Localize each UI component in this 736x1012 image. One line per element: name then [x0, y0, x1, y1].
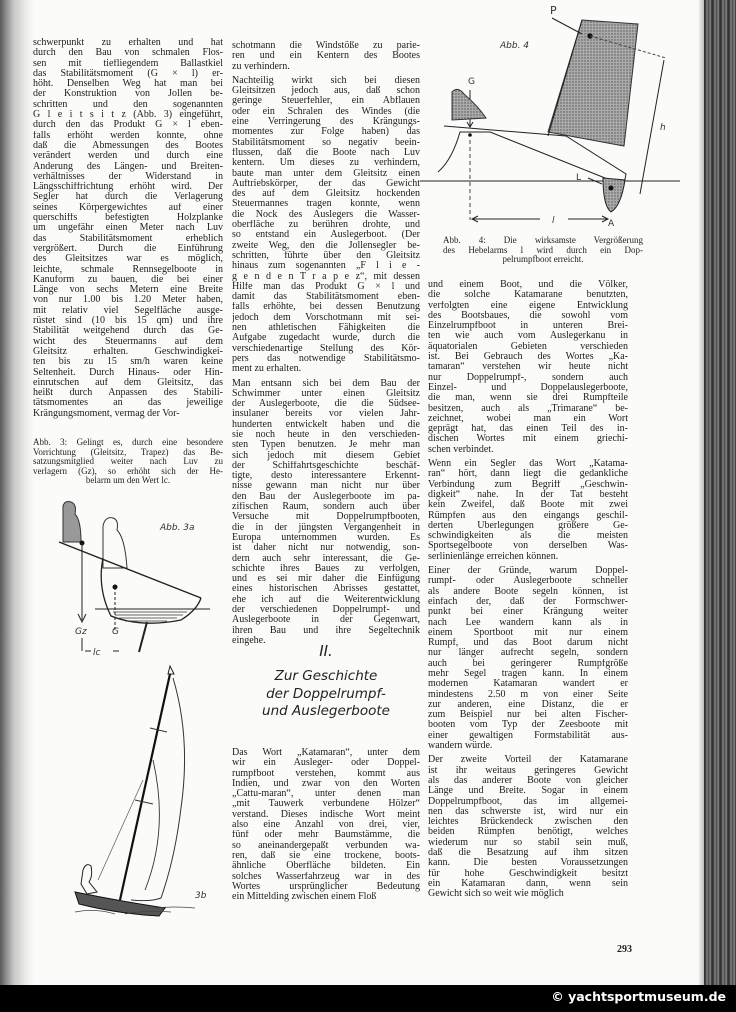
- text-line: dischen Wortes mit einem griechi-: [428, 434, 628, 445]
- text-line: damit das Stabilitätsmoment eben-: [232, 292, 420, 303]
- paragraph: [428, 755, 628, 899]
- text-line: nur länger aufrecht segeln, sondern: [428, 648, 628, 659]
- text-line: Längsschiffrichtung erhöht wird. Der: [33, 182, 223, 193]
- text-line: insulaner bereits vor vielen Jahr-: [232, 409, 420, 420]
- text-line: tätsmomentes an das jeweilige: [33, 398, 223, 409]
- text-line: Stabilität weitgehend durch das Ge-: [33, 326, 223, 337]
- text-line: wicht des Steuermanns auf dem: [33, 336, 223, 347]
- paragraph: [232, 41, 420, 72]
- paragraph: [232, 76, 420, 375]
- figure-3b-sailboat-drawing: [55, 660, 215, 920]
- text-line: nisse gewann man nicht nur über: [232, 481, 420, 492]
- figure-4-label: Abb. 4: [500, 41, 530, 51]
- text-line: fünf oder mehr Baumstämme, die: [232, 830, 420, 841]
- text-line: auch bei geringerer Rumpfgröße: [428, 658, 628, 669]
- text-line: g e n d e n T r a p e z“, mit dessen: [232, 271, 420, 282]
- text-line: Steuermannes tragen konnte, wenn: [232, 199, 420, 210]
- text-line: Gleitsitzen jedoch aus, daß schon: [232, 86, 420, 97]
- figure-4-diagram: [440, 0, 700, 230]
- text-line: ist daher nicht nur notwendig, son-: [232, 543, 420, 554]
- text-line: leichte, schmale Rennsegelboote in: [33, 264, 223, 275]
- text-column-2: [232, 41, 420, 650]
- text-line: verändert werden und durch eine: [33, 151, 223, 162]
- text-line: modernen Katamaran wandert er: [428, 679, 628, 690]
- text-line: ist ihr weitaus geringeres Gewicht: [428, 765, 628, 776]
- text-line: beiden Rümpfen benötigt, welches: [428, 827, 628, 838]
- text-line: solches Wasserfahrzeug war in des: [232, 871, 420, 882]
- label-h: h: [660, 123, 666, 133]
- label-gz: Gz: [75, 627, 87, 637]
- text-line: ein Mittelding zwischen einem Floß: [232, 892, 377, 903]
- text-line: eingehe.: [232, 635, 266, 646]
- text-line: Länge von sechs Metern eine Breite: [33, 285, 223, 296]
- text-line: querschiffs befestigten Holzplanke: [33, 213, 223, 224]
- label-g: G: [468, 77, 475, 87]
- section-title-line-3: und Auslegerboote: [262, 703, 390, 719]
- text-line: der verschiedenen Doppelrumpf- und: [232, 605, 420, 616]
- text-line: Länge und Breite. Sogar in einem: [428, 786, 628, 797]
- figure-3b-label: 3b: [195, 891, 207, 901]
- text-line: Auftriebskörper, der das Gewicht: [232, 178, 420, 189]
- text-line: kann. Die besten Voraussetzungen: [428, 858, 628, 869]
- text-line: durch den das Produkt G × l eben-: [33, 120, 223, 131]
- text-line: wandern würde.: [428, 741, 493, 752]
- text-line: Versuche mit Doppelrumpfbooten,: [232, 512, 420, 523]
- text-line: ren, daß sie eine trockene, boots-: [232, 850, 420, 861]
- text-line: nach Lee wandern kann als in: [428, 617, 628, 628]
- label-lc: lc: [93, 648, 101, 658]
- text-line: ten bis zu 15 sm/h waren keine: [33, 357, 223, 368]
- text-line: sich jedoch mit diesem Gebiet: [232, 450, 420, 461]
- text-line: äquatorialen Gebieten verschieden: [428, 341, 628, 352]
- text-line: der Konstruktion von Jollen be-: [33, 89, 223, 100]
- label-l: l: [552, 216, 555, 226]
- text-line: kein Zweifel, daß Boote mit zwei: [428, 500, 628, 511]
- watermark-bar: [0, 985, 736, 1012]
- text-line: vergrößert. Durch die Einführung: [33, 243, 223, 254]
- text-line: sie noch heute in den verschieden-: [232, 429, 420, 440]
- text-line: Stabilitätsmoment so negativ beein-: [232, 137, 420, 148]
- paragraph: [428, 566, 628, 751]
- label-a: A: [608, 219, 615, 229]
- text-line: besitzen, auch als „Trimarane“ be-: [428, 403, 628, 414]
- leeward-hull: [603, 178, 625, 212]
- text-line: und einem Boot, und die Völker,: [428, 280, 628, 290]
- crew-figure-shaded: [63, 502, 81, 543]
- text-column-1: [33, 38, 223, 423]
- text-line: ein Katamaran dann, wenn sein: [428, 878, 628, 889]
- paragraph: [33, 38, 223, 419]
- text-line: einer gewaltigen Formstabilität aus-: [428, 730, 628, 741]
- caption-line: Abb. 4: Die wirksamste Vergrößerung: [443, 236, 643, 245]
- text-line: „mit Tauwerk verbundene Hölzer“: [232, 799, 420, 810]
- text-line: Auslegerboote in der Gegenwart,: [232, 615, 420, 626]
- text-line: ähnliche Oberfläche bildeten. Ein: [232, 861, 420, 872]
- text-line: Wortes ursprünglicher Bedeutung: [232, 881, 420, 892]
- text-line: Aufgabe zugedacht wurde, durch die: [232, 333, 420, 344]
- text-line: höht. Denselben Weg hat man bei: [33, 79, 223, 90]
- text-line: nur Doppelrumpf-, sondern auch: [428, 372, 628, 383]
- text-line: der Schiffahrtsgeschichte beschäf-: [232, 460, 420, 471]
- text-line: derten Überlegungen größere Ge-: [428, 520, 628, 531]
- text-line: Einer der Gründe, warum Doppel-: [428, 566, 628, 577]
- text-line: des auf dem Gleitsitz hockenden: [232, 189, 420, 200]
- text-column-3: [428, 280, 628, 904]
- text-line: Verbindung zum Begriff „Geschwin-: [428, 479, 628, 490]
- text-line: Sportsegelboote von derselben Was-: [428, 541, 628, 552]
- text-line: hinaus zum sogenannten „F l i e -: [232, 261, 420, 272]
- text-line: Nachteilig wirkt sich bei diesen: [232, 75, 420, 86]
- text-line: leichtes Brückendeck zwischen den: [428, 817, 628, 828]
- text-line: verhältnisses der Widerstand in: [33, 171, 223, 182]
- text-line: zu verhindern.: [232, 61, 290, 72]
- text-line: dern auch sehr interessant, die Ge-: [232, 553, 420, 564]
- text-line: tigte, desto interessantere Erkennt-: [232, 471, 420, 482]
- text-line: des Gleitsitzes war es möglich,: [33, 254, 223, 265]
- text-column-2-continued: [232, 748, 420, 906]
- text-line: Der zweite Vorteil der Katamarane: [428, 755, 628, 766]
- text-line: einrutschen auf dem Gleitsitz, das: [33, 377, 223, 388]
- text-line: pers das notwendige Stabilitätsmo-: [232, 353, 420, 364]
- text-line: zur anderen, eine Distanz, die er: [428, 699, 628, 710]
- text-line: des Bootsbaues, die sowohl vom: [428, 310, 628, 321]
- text-line: einfach der, daß der Formschwer-: [428, 596, 628, 607]
- text-line: mit relativ viel Segelfläche ausge-: [33, 305, 223, 316]
- caption-line: Abb. 3: Gelingt es, durch eine besondere: [33, 438, 223, 447]
- text-line: heißt durch Anpassen des Stabili-: [33, 388, 223, 399]
- text-line: nen athletischen Fähigkeiten die: [232, 323, 420, 334]
- text-line: G l e i t s i t z (Abb. 3) eingeführt,: [33, 110, 223, 121]
- text-line: Schwimmer unter einen Gleitsitz: [232, 388, 420, 399]
- label-upper-l: L: [576, 173, 582, 183]
- text-line: durch den Bau von schmalen Flos-: [33, 48, 223, 59]
- text-line: schen verbindet.: [428, 444, 494, 455]
- text-line: die solche Katamarane benutzten,: [428, 290, 628, 301]
- section-title-line-2: der Doppelrumpf-: [266, 685, 386, 702]
- text-line: wiederum nur so stabil sein muß,: [428, 837, 628, 848]
- text-line: eine Verringerung des Krängungs-: [232, 117, 420, 128]
- caption-line: verlagern (Gz), so erhöht sich der He-: [33, 466, 223, 476]
- text-line: die Nock des Auslegers die Wasser-: [232, 209, 420, 220]
- text-line: einem Sportboot mit nur einem: [428, 627, 628, 638]
- text-line: Krängungsmoment, vermag der Vor-: [33, 408, 180, 419]
- text-line: Änderung des Längen- und Breiten-: [33, 161, 223, 172]
- text-line: ihren Bau und ihre Segeltechnik: [232, 625, 420, 636]
- section-number: II.: [319, 642, 333, 660]
- mast: [120, 674, 170, 900]
- text-line: sten Typen benutzen. Je mehr man: [232, 440, 420, 451]
- text-line: zifischen Raum, sondern auch über: [232, 502, 420, 513]
- section-heading: [232, 642, 420, 721]
- text-line: falls erhöhte, bei dessen Benutzung: [232, 302, 420, 313]
- text-line: also eine Anzahl von drei, vier,: [232, 820, 420, 831]
- label-p: P: [550, 4, 557, 17]
- text-line: verfolgten eine eigene Entwicklung: [428, 300, 628, 311]
- text-line: booten vom Typ der Zeesboote mit: [428, 720, 628, 731]
- text-line: jedoch dem Vorschotmann mit sei-: [232, 312, 420, 323]
- paragraph: [428, 459, 628, 562]
- text-line: nen das schwerste ist, wird nur ein: [428, 806, 628, 817]
- text-line: rüstet sind (10 bis 15 qm) und ihre: [33, 316, 223, 327]
- text-line: Rumpf, und das Boot darum nicht: [428, 638, 628, 649]
- text-line: serlinienlänge erreichen können.: [428, 551, 559, 562]
- page-gutter-shadow: [0, 0, 34, 985]
- watermark-text: © yachtsportmuseum.de: [551, 989, 726, 1004]
- figure-3a-label: Abb. 3a: [160, 523, 195, 533]
- text-line: schritten, führte über den Gleitsitz: [232, 250, 420, 261]
- text-line: ment zu erhalten.: [232, 364, 302, 375]
- text-line: tamaran“ verstehen wir heute nicht: [428, 362, 628, 373]
- text-line: die in der jüngsten Vergangenheit in: [232, 522, 420, 533]
- figure-3a-diagram: [55, 500, 215, 660]
- text-line: daß die Besatzung auf ihm sitzen: [428, 848, 628, 859]
- figure-3-caption: [33, 438, 223, 486]
- text-line: flussen, daß die Boote nach Luv: [232, 147, 420, 158]
- text-line: oder ein Schralen des Windes (die: [232, 106, 420, 117]
- text-line: das Stabilitätsmoment erheblich: [33, 233, 223, 244]
- paragraph: [428, 280, 628, 455]
- text-line: zeichnet, wobei man ein Wort: [428, 413, 628, 424]
- text-line: als andere Boote segeln können, ist: [428, 586, 628, 597]
- text-line: zum Beispiel nur bei alten Fischer-: [428, 710, 628, 721]
- text-line: Europa unternommen wurden. Es: [232, 532, 420, 543]
- text-line: verschiedenartige Stellung des Kör-: [232, 343, 420, 354]
- label-g: G: [112, 627, 119, 637]
- text-line: von nur 1.00 bis 1.20 Meter haben,: [33, 295, 223, 306]
- text-line: schotmann die Windstöße zu parie-: [232, 41, 420, 51]
- text-line: verstand. Dieses indische Wort meint: [232, 809, 420, 820]
- book-page-edges: [704, 0, 736, 985]
- text-line: ren und ein Kentern des Bootes: [232, 51, 420, 62]
- text-line: geprägt hat, das einen Teil des in-: [428, 424, 628, 435]
- caption-line: Vorrichtung (Gleitsitz, Trapez) das Be-: [33, 447, 223, 457]
- text-line: punkt bei einer Krängung weiter: [428, 607, 628, 618]
- text-line: rumpfboot verstehen, kommt aus: [232, 768, 420, 779]
- text-line: Man entsann sich bei dem Bau der: [232, 378, 420, 389]
- text-line: momentes zur Folge haben) das: [232, 127, 420, 138]
- text-line: schichte ihres Baues zu verfolgen,: [232, 563, 420, 574]
- paragraph: [232, 379, 420, 647]
- text-line: Seltenheit. Durch Hinaus- oder Hin-: [33, 367, 223, 378]
- text-line: sen mit tiefliegendem Ballastkiel: [33, 58, 223, 69]
- crew-figure: [452, 89, 486, 120]
- text-line: als das anderer Boote von gleicher: [428, 775, 628, 786]
- text-line: ehe ich auf die Weiterentwicklung: [232, 594, 420, 605]
- text-line: so entstand ein Auslegerboot. (Der: [232, 230, 420, 241]
- text-line: seines Körpergewichtes auf einer: [33, 202, 223, 213]
- text-line: digkeit“ nahe. In der Tat besteht: [428, 489, 628, 500]
- text-line: „Cattu-maran“, unter denen man: [232, 789, 420, 800]
- text-line: Einzel- und Doppelauslegerboote,: [428, 382, 628, 393]
- text-line: Segler hat durch die Verlagerung: [33, 192, 223, 203]
- text-line: hunderten entwickelt haben und die: [232, 419, 420, 430]
- text-line: das Stabilitätsmoment (G × l) er-: [33, 68, 223, 79]
- text-line: wir ein Ausleger- oder Doppel-: [232, 758, 420, 769]
- text-line: rumpf- oder Auslegerboote schneller: [428, 576, 628, 587]
- figure-4-caption: [443, 236, 643, 265]
- text-line: Einzelrumpfboot in unteren Brei-: [428, 321, 628, 332]
- text-line: schwindigkeiten als die meisten: [428, 531, 628, 542]
- text-line: mindestens 2.50 m von einer Seite: [428, 689, 628, 700]
- text-line: der Auslegerboote, die die Südsee-: [232, 399, 420, 410]
- text-line: den Bau der Auslegerboote im pa-: [232, 491, 420, 502]
- page-number: 293: [617, 944, 632, 955]
- text-line: und es sei mir daher die Einfügung: [232, 574, 420, 585]
- text-line: zweite Weg, den die Jollensegler be-: [232, 240, 420, 251]
- caption-line: pelrumpfboot erreicht.: [502, 255, 584, 265]
- text-line: so aneinandergepaßt verbunden wa-: [232, 840, 420, 851]
- text-line: um ungefähr einen Meter nach Luv: [33, 223, 223, 234]
- text-line: ran“ hört, dann liegt die gedankliche: [428, 469, 628, 480]
- text-line: kentern. Um dieses zu verhindern,: [232, 158, 420, 169]
- text-line: Hilfe man das Produkt G × l und: [232, 281, 420, 292]
- text-line: ten wie auch vom Auslegerkanu in: [428, 331, 628, 342]
- caption-line: des Hebelarms l wird durch ein Dop-: [443, 245, 643, 255]
- section-title-line-1: Zur Geschichte: [274, 668, 378, 684]
- sail-shaded: [548, 20, 638, 146]
- text-line: Gewicht sich so weit wie möglich: [428, 889, 564, 900]
- text-line: Wenn ein Segler das Wort „Katama-: [428, 459, 628, 470]
- text-line: die man, wenn sie drei Rumpfteile: [428, 393, 628, 404]
- caption-line: belarm um den Wert lc.: [85, 476, 171, 486]
- text-line: baute man unter dem Gleitsitz einen: [232, 168, 420, 179]
- text-line: Rümpfen aus den eingangs geschil-: [428, 510, 628, 521]
- text-line: ist. Bei Gebrauch des Wortes „Ka-: [428, 352, 628, 363]
- text-line: Kanuform zu bauen, die bei einer: [33, 274, 223, 285]
- text-line: geringe Steuerfehler, ein Abflauen: [232, 96, 420, 107]
- text-line: für hohe Geschwindigkeit besitzt: [428, 868, 628, 879]
- text-line: Das Wort „Katamaran“, unter dem: [232, 748, 420, 758]
- paragraph: [232, 748, 420, 902]
- text-line: daß die Abmessungen des Bootes: [33, 140, 223, 151]
- text-line: Doppelrumpfboot, das im allgemei-: [428, 796, 628, 807]
- text-line: schritten und den sogenannten: [33, 99, 223, 110]
- text-line: eines historischen Abrisses gestattet,: [232, 584, 420, 595]
- text-line: oberfläche zu berühren drohte, und: [232, 220, 420, 231]
- text-line: schwerpunkt zu erhalten und hat: [33, 38, 223, 48]
- text-line: Indien, und zwar von den Worten: [232, 778, 420, 789]
- text-line: falls erhöht werden konnte, ohne: [33, 130, 223, 141]
- text-line: Gleitsitz erhalten. Geschwindigkei-: [33, 346, 223, 357]
- sailor-figure: [81, 865, 97, 894]
- text-line: mehr Segel tragen kann. In einem: [428, 668, 628, 679]
- caption-line: satzungsmitglied weiter nach Luv zu: [33, 457, 223, 467]
